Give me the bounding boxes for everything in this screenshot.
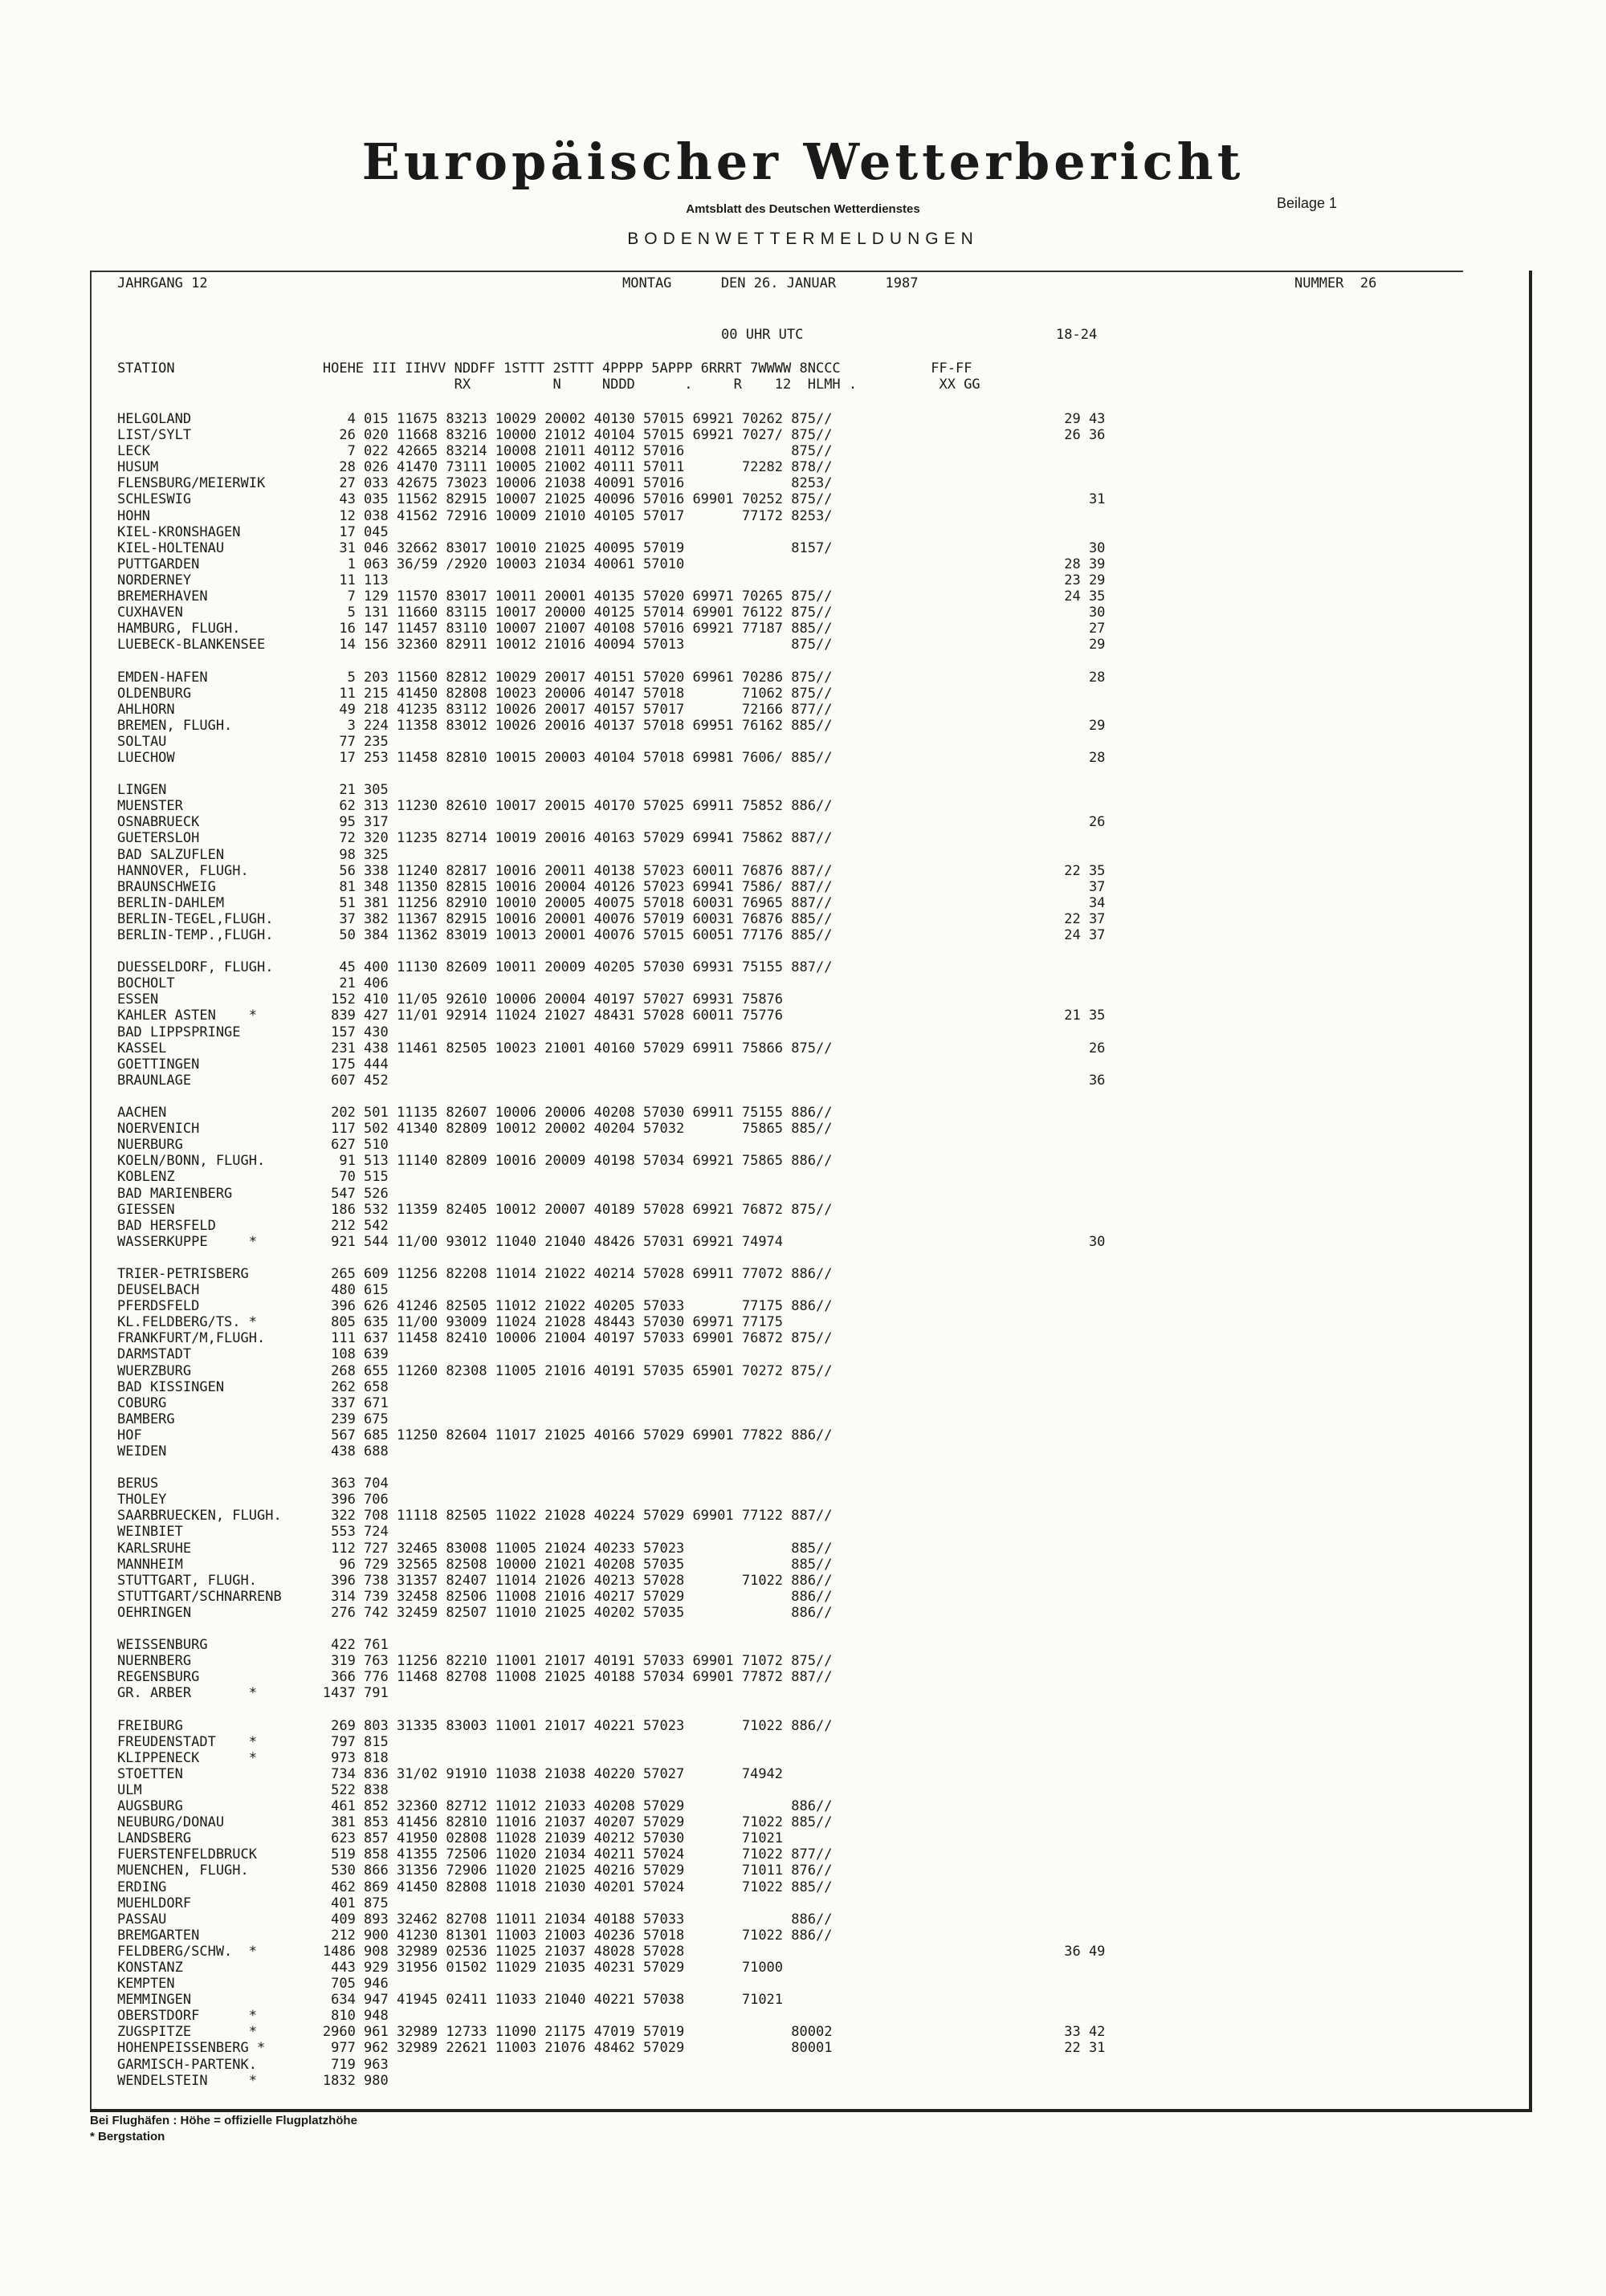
- station-record: NUERBURG 627 510: [117, 1137, 389, 1154]
- table-row: [117, 637, 1106, 653]
- table-row: [117, 1153, 832, 1169]
- station-record: ULM 522 838: [117, 1781, 389, 1798]
- table-row: [117, 991, 832, 1008]
- table-row: [117, 1266, 832, 1282]
- station-record: BRAUNSCHWEIG 81 348 11350 82815 10016 20004 40126 57023 69941 7586/ 887//: [117, 878, 833, 895]
- column-header: [117, 360, 980, 393]
- table-row: [117, 1314, 832, 1330]
- station-record: WASSERKUPPE * 921 544 11/00 93012 11040 21040 48426 57031 69921 74974: [117, 1233, 784, 1250]
- station-record: MUEHLDORF 401 875: [117, 1895, 389, 1911]
- table-row: [117, 1830, 832, 1846]
- station-record: KASSEL 231 438 11461 82505 10023 21001 40160 57029 69911 75866 875//: [117, 1040, 833, 1056]
- table-row: [117, 910, 1106, 927]
- station-record: FRANKFURT/M,FLUGH. 111 637 11458 82410 10006 21004 40197 57033 69901 76872 875//: [117, 1330, 833, 1347]
- wind-gust: 33 42: [1056, 2024, 1106, 2041]
- station-record: TRIER-PETRISBERG 265 609 11256 82208 11014 21022 40214 57028 69911 77072 886//: [117, 1265, 833, 1282]
- table-row: [117, 1862, 832, 1879]
- station-record: PASSAU 409 893 32462 82708 11011 21034 40188 57033 886//: [117, 1911, 833, 1928]
- wind-gust: 24 35: [1056, 588, 1106, 605]
- table-row: [117, 669, 1106, 686]
- station-record: MUENSTER 62 313 11230 82610 10017 20015 40170 57025 69911 75852 886//: [117, 798, 833, 815]
- footnote: [90, 2113, 357, 2145]
- table-row: [117, 1008, 1106, 1024]
- station-record: BAD SALZUFLEN 98 325: [117, 846, 389, 863]
- table-row: [117, 943, 832, 959]
- table-row: [117, 894, 1106, 911]
- subtitle: Amtsblatt des Deutschen Wetterdienstes: [686, 202, 920, 216]
- station-record: ERDING 462 869 41450 82808 11018 21030 40201 57024 71022 885//: [117, 1879, 833, 1895]
- station-record: LUECHOW 17 253 11458 82810 10015 20003 40104 57018 69981 7606/ 885//: [117, 749, 833, 766]
- table-row: [117, 588, 1106, 605]
- table-row: [117, 1169, 832, 1185]
- station-record: OSNABRUECK 95 317: [117, 814, 389, 831]
- station-record: BAD LIPPSPRINGE 157 430: [117, 1024, 389, 1040]
- table-row: [117, 1928, 832, 1944]
- table-row: [117, 1330, 832, 1346]
- station-record: FLENSBURG/MEIERWIK 27 033 42675 73023 10006 21038 40091 57016 8253/: [117, 475, 833, 492]
- station-record: KARLSRUHE 112 727 32465 83008 11005 21024 40233 57023 885//: [117, 1540, 833, 1557]
- station-record: BAD MARIENBERG 547 526: [117, 1185, 389, 1202]
- station-record: EMDEN-HAFEN 5 203 11560 82812 10029 20017 40151 57020 69961 70286 875//: [117, 669, 833, 686]
- station-record: DARMSTADT 108 639: [117, 1346, 389, 1363]
- table-row: [117, 1846, 832, 1862]
- station-record: KAHLER ASTEN * 839 427 11/01 92914 11024 21027 48431 57028 60011 75776: [117, 1008, 784, 1024]
- table-row: [117, 1960, 832, 1976]
- station-record: BREMEN, FLUGH. 3 224 11358 83012 10026 20016 40137 57018 69951 76162 885//: [117, 717, 833, 734]
- table-row: [117, 1685, 832, 1701]
- page-title: Europäischer Wetterbericht: [361, 132, 1245, 191]
- wind-gust: 29: [1056, 637, 1106, 653]
- wind-gust: 36: [1056, 1072, 1106, 1089]
- table-row: [117, 2073, 832, 2089]
- station-record: AACHEN 202 501 11135 82607 10006 20006 40208 57030 69911 75155 886//: [117, 1105, 833, 1122]
- table-row: [117, 1653, 832, 1669]
- station-record: LECK 7 022 42665 83214 10008 21011 40112 57016 875//: [117, 443, 833, 460]
- station-record: NEUBURG/DONAU 381 853 41456 82810 11016 21037 40207 57029 71022 885//: [117, 1814, 833, 1831]
- table-row: [117, 1766, 832, 1782]
- station-record: WEINBIET 553 724: [117, 1524, 389, 1541]
- table-row: [117, 1718, 832, 1734]
- table-row: [117, 1072, 1106, 1089]
- table-row: [117, 1427, 832, 1443]
- station-record: OBERSTDORF * 810 948: [117, 2008, 389, 2025]
- station-record: HAMBURG, FLUGH. 16 147 11457 83110 10007 21007 40108 57016 69921 77187 885//: [117, 621, 833, 637]
- station-record: BOCHOLT 21 406: [117, 975, 389, 992]
- wind-gust: 36 49: [1056, 1943, 1106, 1960]
- table-row: [117, 1573, 832, 1589]
- station-record: LUEBECK-BLANKENSEE 14 156 32360 82911 10012 21016 40094 57013 875//: [117, 637, 833, 653]
- table-row: [117, 475, 832, 491]
- table-row: [117, 1346, 832, 1362]
- table-row: [117, 2057, 832, 2073]
- wind-gust: 29 43: [1056, 411, 1106, 427]
- station-record: AHLHORN 49 218 41235 83112 10026 20017 40157 57017 72166 877//: [117, 701, 833, 718]
- station-record: KIEL-HOLTENAU 31 046 32662 83017 10010 21025 40095 57019 8157/: [117, 539, 833, 556]
- wind-gust: 24 37: [1056, 927, 1106, 943]
- station-record: SCHLESWIG 43 035 11562 82915 10007 21025 40096 57016 69901 70252 875//: [117, 491, 833, 508]
- station-record: OLDENBURG 11 215 41450 82808 10023 20006 40147 57018 71062 875//: [117, 685, 833, 702]
- station-record: FELDBERG/SCHW. * 1486 908 32989 02536 11025 21037 48028 57028: [117, 1943, 685, 1960]
- table-row: [117, 1411, 832, 1427]
- station-record: ZUGSPITZE * 2960 961 32989 12733 11090 21175 47019 57019 80002: [117, 2024, 833, 2041]
- station-record: SOLTAU 77 235: [117, 733, 389, 750]
- station-record: COBURG 337 671: [117, 1394, 389, 1411]
- station-record: HELGOLAND 4 015 11675 83213 10029 20002 40130 57015 69921 70262 875//: [117, 411, 833, 427]
- station-record: BERLIN-DAHLEM 51 381 11256 82910 10010 20005 40075 57018 60031 76965 887//: [117, 894, 833, 911]
- station-record: HOF 567 685 11250 82604 11017 21025 40166 57029 69901 77822 886//: [117, 1427, 833, 1443]
- header-rule: [90, 271, 1463, 272]
- table-row: [117, 1557, 832, 1573]
- table-row: [117, 1121, 832, 1137]
- wind-gust: 29: [1056, 717, 1106, 734]
- table-row: [117, 1621, 832, 1637]
- table-row: [117, 1782, 832, 1798]
- wind-gust: 34: [1056, 894, 1106, 911]
- station-record: REGENSBURG 366 776 11468 82708 11008 21025 40188 57034 69901 77872 887//: [117, 1669, 833, 1686]
- wind-gust: 21 35: [1056, 1008, 1106, 1024]
- table-row: [117, 959, 832, 975]
- station-record: AUGSBURG 461 852 32360 82712 11012 21033 40208 57029 886//: [117, 1798, 833, 1815]
- station-record: DUESSELDORF, FLUGH. 45 400 11130 82609 10011 20009 40205 57030 69931 75155 887//: [117, 959, 833, 976]
- wind-gust: 30: [1056, 539, 1106, 556]
- station-record: BAMBERG 239 675: [117, 1411, 389, 1427]
- table-row: [117, 749, 1106, 766]
- table-row: [117, 862, 1106, 879]
- table-row: [117, 1040, 1106, 1056]
- table-row: [117, 411, 1106, 427]
- station-record: MANNHEIM 96 729 32565 82508 10000 21021 40208 57035 885//: [117, 1556, 833, 1573]
- table-row: [117, 605, 1106, 621]
- table-row: [117, 443, 832, 459]
- table-row: [117, 798, 832, 814]
- nummer: NUMMER 26: [1294, 275, 1377, 291]
- table-row: [117, 1669, 832, 1685]
- table-row: [117, 2040, 1106, 2057]
- station-record: MEMMINGEN 634 947 41945 02411 11033 21040 40221 57038 71021: [117, 1992, 784, 2009]
- station-record: KOBLENZ 70 515: [117, 1169, 389, 1186]
- table-row: [117, 1363, 832, 1379]
- station-record: OEHRINGEN 276 742 32459 82507 11010 21025 40202 57035 886//: [117, 1604, 833, 1621]
- wind-gust: 22 37: [1056, 910, 1106, 927]
- wind-gust: 22 35: [1056, 862, 1106, 879]
- table-row: [117, 1105, 832, 1121]
- table-row: [117, 508, 832, 524]
- station-record: GR. ARBER * 1437 791: [117, 1685, 389, 1702]
- table-row: [117, 1508, 832, 1524]
- station-record: BERLIN-TEGEL,FLUGH. 37 382 11367 82915 10016 20001 40076 57019 60031 76876 885//: [117, 910, 833, 927]
- table-row: [117, 1879, 832, 1895]
- station-record: NORDERNEY 11 113: [117, 572, 389, 588]
- station-table: [117, 411, 1106, 2089]
- jahrgang: JAHRGANG 12: [117, 275, 208, 291]
- station-record: BERLIN-TEMP.,FLUGH. 50 384 11362 83019 10013 20001 40076 57015 60051 77176 885//: [117, 927, 833, 943]
- wind-gust: 31: [1056, 491, 1106, 508]
- wind-gust: 30: [1056, 605, 1106, 621]
- station-record: HOHN 12 038 41562 72916 10009 21010 40105 57017 77172 8253/: [117, 507, 833, 524]
- table-row: [117, 1976, 832, 1992]
- station-record: FREUDENSTADT * 797 815: [117, 1733, 389, 1750]
- wind-gust: 28: [1056, 749, 1106, 766]
- station-record: PFERDSFELD 396 626 41246 82505 11012 21022 40205 57033 77175 886//: [117, 1298, 833, 1315]
- table-row: [117, 1443, 832, 1459]
- station-record: GARMISCH-PARTENK. 719 963: [117, 2056, 389, 2073]
- footnote-mountain: * Bergstation: [90, 2130, 165, 2143]
- table-row: [117, 1024, 832, 1040]
- wind-gust: 27: [1056, 621, 1106, 637]
- table-row: [117, 1637, 832, 1653]
- footnote-airport: Bei Flughäfen : Höhe = offizielle Flugplatzhöhe: [90, 2114, 357, 2127]
- ff-period: 18-24: [1056, 327, 1098, 343]
- wind-gust: 28: [1056, 669, 1106, 686]
- table-row: [117, 814, 1106, 831]
- station-record: FREIBURG 269 803 31335 83003 11001 21017 40221 57023 71022 886//: [117, 1717, 833, 1734]
- wind-gust: 22 31: [1056, 2040, 1106, 2057]
- station-record: BREMGARTEN 212 900 41230 81301 11003 21003 40236 57018 71022 886//: [117, 1927, 833, 1944]
- station-record: SAARBRUECKEN, FLUGH. 322 708 11118 82505 11022 21028 40224 57029 69901 77122 887//: [117, 1508, 833, 1525]
- wind-gust: 23 29: [1056, 572, 1106, 588]
- table-row: [117, 1702, 832, 1718]
- table-row: [117, 1089, 832, 1105]
- table-row: [117, 878, 1106, 895]
- station-record: CUXHAVEN 5 131 11660 83115 10017 20000 40125 57014 69901 76122 875//: [117, 605, 833, 621]
- table-row: [117, 1524, 832, 1540]
- table-row: [117, 1233, 1106, 1250]
- station-record: DEUSELBACH 480 615: [117, 1282, 389, 1299]
- wind-gust: 26 36: [1056, 427, 1106, 444]
- table-row: [117, 1943, 1106, 1960]
- station-record: WEISSENBURG 422 761: [117, 1637, 389, 1654]
- station-record: STOETTEN 734 836 31/02 91910 11038 21038 40220 57027 74942: [117, 1765, 784, 1782]
- table-row: [117, 1734, 832, 1750]
- table-row: [117, 782, 832, 798]
- table-row: [117, 1250, 832, 1266]
- station-record: HUSUM 28 026 41470 73111 10005 21002 40111 57011 72282 878//: [117, 459, 833, 476]
- station-record: GUETERSLOH 72 320 11235 82714 10019 20016 40163 57029 69941 75862 887//: [117, 830, 833, 847]
- station-record: KL.FELDBERG/TS. * 805 635 11/00 93009 11024 21028 48443 57030 69971 77175: [117, 1314, 784, 1331]
- table-row: [117, 717, 1106, 734]
- column-header-line2: RX N NDDD . R 12 HLMH . XX GG: [117, 377, 980, 393]
- table-row: [117, 427, 1106, 444]
- table-row: [117, 1814, 832, 1830]
- table-row: [117, 975, 832, 991]
- station-record: FUERSTENFELDBRUCK 519 858 41355 72506 11020 21034 40211 57024 71022 877//: [117, 1846, 833, 1863]
- table-row: [117, 491, 1106, 508]
- table-row: [117, 1589, 832, 1605]
- date-line: MONTAG DEN 26. JANUAR 1987: [622, 275, 919, 291]
- station-record: BAD HERSFELD 212 542: [117, 1217, 389, 1234]
- station-record: LANDSBERG 623 857 41950 02808 11028 21039 40212 57030 71021: [117, 1830, 784, 1847]
- table-row: [117, 1395, 832, 1411]
- column-header-line1: STATION HOEHE III IIHVV NDDFF 1STTT 2STTT 4PPPP 5APPP 6RRRT 7WWWW 8NCCC FF-FF: [117, 360, 972, 377]
- table-row: [117, 1992, 832, 2008]
- table-row: [117, 830, 832, 846]
- table-row: [117, 539, 1106, 556]
- station-record: PUTTGARDEN 1 063 36/59 /2920 10003 21034 40061 57010: [117, 556, 685, 572]
- table-row: [117, 653, 832, 669]
- table-row: [117, 927, 1106, 943]
- station-record: WUERZBURG 268 655 11260 82308 11005 21016 40191 57035 65901 70272 875//: [117, 1362, 833, 1379]
- table-row: [117, 686, 832, 702]
- table-row: [117, 1218, 832, 1234]
- station-record: MUENCHEN, FLUGH. 530 866 31356 72906 11020 21025 40216 57029 71011 876//: [117, 1862, 833, 1879]
- table-row: [117, 1186, 832, 1202]
- table-row: [117, 1056, 832, 1073]
- section-title: BODENWETTERMELDUNGEN: [627, 230, 979, 248]
- station-record: BAD KISSINGEN 262 658: [117, 1378, 389, 1395]
- station-record: BRAUNLAGE 607 452: [117, 1072, 389, 1089]
- table-row: [117, 1202, 832, 1218]
- station-record: KLIPPENECK * 973 818: [117, 1749, 389, 1766]
- station-record: KONSTANZ 443 929 31956 01502 11029 21035 40231 57029 71000: [117, 1960, 784, 1976]
- table-row: [117, 459, 832, 475]
- table-row: [117, 572, 1106, 588]
- station-record: NUERNBERG 319 763 11256 82210 11001 21017 40191 57033 69901 71072 875//: [117, 1653, 833, 1670]
- table-row: [117, 734, 832, 750]
- beilage-label: Beilage 1: [1277, 195, 1338, 211]
- wind-gust: 28 39: [1056, 556, 1106, 572]
- station-record: KOELN/BONN, FLUGH. 91 513 11140 82809 10016 20009 40198 57034 69921 75865 886//: [117, 1153, 833, 1170]
- station-record: WENDELSTEIN * 1832 980: [117, 2072, 389, 2089]
- station-record: GIESSEN 186 532 11359 82405 10012 20007 40189 57028 69921 76872 875//: [117, 1201, 833, 1218]
- utc-label: 00 UHR UTC: [721, 327, 804, 343]
- station-record: KIEL-KRONSHAGEN 17 045: [117, 523, 389, 540]
- station-record: HANNOVER, FLUGH. 56 338 11240 82817 10016 20011 40138 57023 60011 76876 887//: [117, 862, 833, 879]
- wind-gust: 30: [1056, 1233, 1106, 1250]
- table-row: [117, 621, 1106, 637]
- station-record: STUTTGART/SCHNARRENB 314 739 32458 82506 11008 21016 40217 57029 886//: [117, 1588, 833, 1605]
- table-row: [117, 1459, 832, 1476]
- station-record: THOLEY 396 706: [117, 1492, 389, 1508]
- station-record: LINGEN 21 305: [117, 782, 389, 799]
- table-row: [117, 1282, 832, 1298]
- station-record: LIST/SYLT 26 020 11668 83216 10000 21012 40104 57015 69921 7027/ 875//: [117, 427, 833, 444]
- station-record: NOERVENICH 117 502 41340 82809 10012 20002 40204 57032 75865 885//: [117, 1121, 833, 1138]
- station-record: BERUS 363 704: [117, 1476, 389, 1492]
- station-record: WEIDEN 438 688: [117, 1443, 389, 1459]
- wind-gust: 26: [1056, 814, 1106, 831]
- table-row: [117, 1379, 832, 1395]
- table-row: [117, 1605, 832, 1621]
- table-row: [117, 1750, 832, 1766]
- table-row: [117, 1798, 832, 1814]
- table-row: [117, 1911, 832, 1928]
- station-record: KEMPTEN 705 946: [117, 1976, 389, 1993]
- table-row: [117, 556, 1106, 572]
- station-record: ESSEN 152 410 11/05 92610 10006 20004 40197 57027 69931 75876: [117, 991, 784, 1008]
- table-row: [117, 524, 832, 540]
- table-row: [117, 702, 832, 718]
- station-record: HOHENPEISSENBERG * 977 962 32989 22621 11003 21076 48462 57029 80001: [117, 2040, 833, 2057]
- wind-gust: 26: [1056, 1040, 1106, 1056]
- table-row: [117, 1298, 832, 1314]
- table-row: [117, 1137, 832, 1153]
- station-record: GOETTINGEN 175 444: [117, 1056, 389, 1073]
- station-record: BREMERHAVEN 7 129 11570 83017 10011 20001 40135 57020 69971 70265 875//: [117, 588, 833, 605]
- wind-gust: 37: [1056, 878, 1106, 895]
- table-row: [117, 1895, 832, 1911]
- table-row: [117, 847, 832, 863]
- station-record: STUTTGART, FLUGH. 396 738 31357 82407 11014 21026 40213 57028 71022 886//: [117, 1572, 833, 1589]
- table-row: [117, 1476, 832, 1492]
- table-row: [117, 766, 832, 782]
- table-row: [117, 1492, 832, 1508]
- table-row: [117, 2008, 832, 2024]
- table-row: [117, 1541, 832, 1557]
- table-row: [117, 2024, 1106, 2041]
